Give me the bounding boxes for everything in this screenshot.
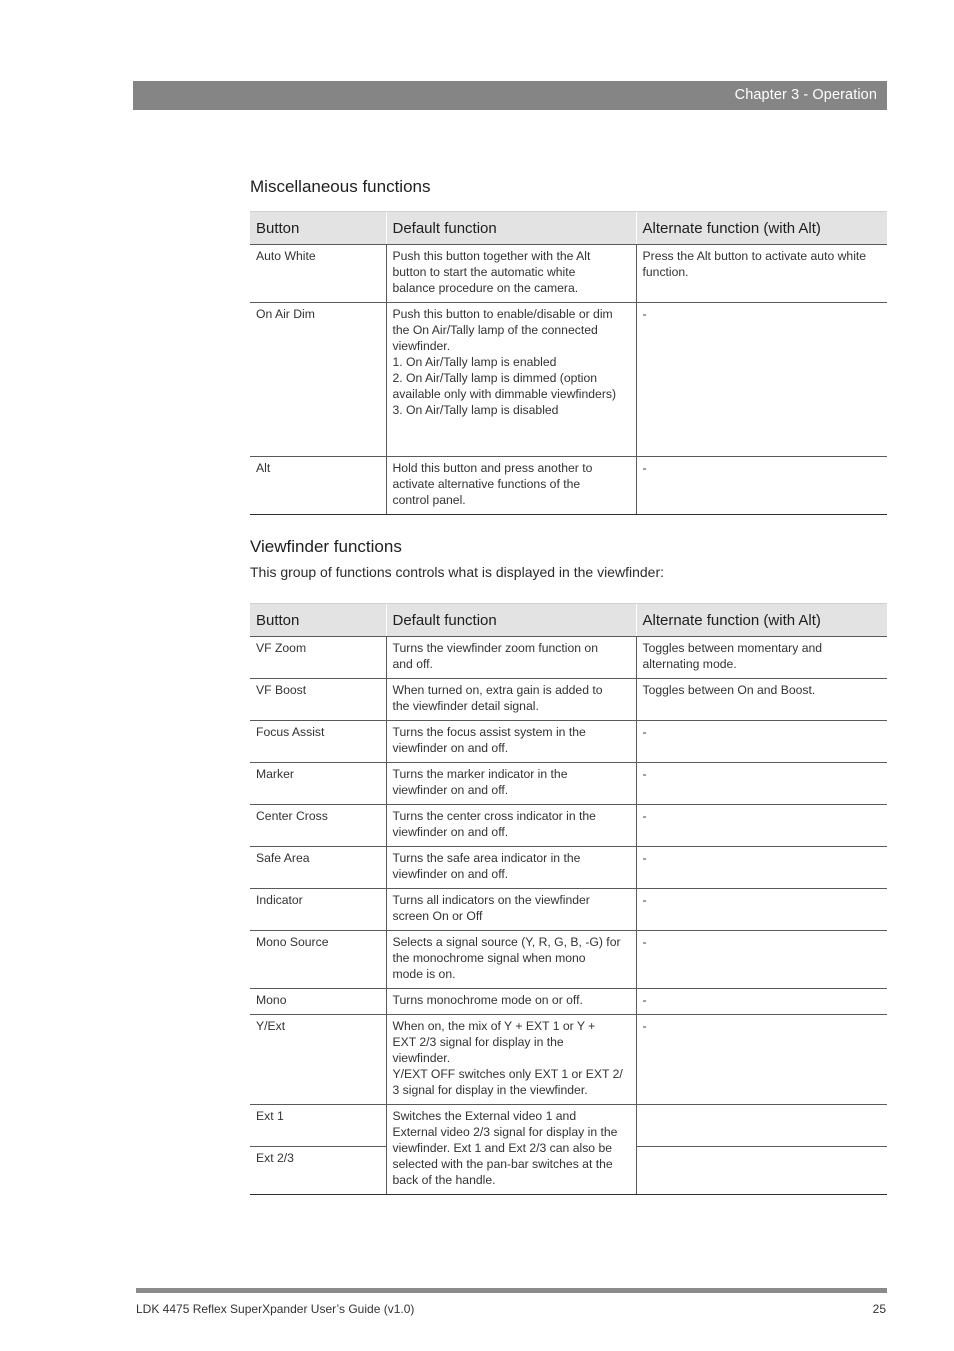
misc-functions-table <box>250 211 887 515</box>
default-function-cell <box>386 1015 636 1105</box>
cell-line: and off. <box>392 657 433 671</box>
cell-line: 2. On Air/Tally lamp is dimmed (option <box>392 371 598 385</box>
alternate-function-cell <box>636 1105 887 1147</box>
cell-line: 3 signal for display in the viewfinder. <box>392 1083 588 1097</box>
cell-line: Switches the External video 1 and <box>392 1109 577 1123</box>
cell-line: Press the Alt button to activate auto white <box>642 249 867 263</box>
cell-line: the On Air/Tally lamp of the connected <box>392 323 598 337</box>
table-row <box>250 245 887 303</box>
default-function-cell <box>386 245 636 303</box>
alternate-function-cell <box>636 303 887 457</box>
footer-document-title: LDK 4475 Reflex SuperXpander User’s Guide (v1.0) <box>136 1302 415 1316</box>
footer-bar <box>136 1288 887 1293</box>
cell-line: - <box>642 935 647 949</box>
cell-line: Hold this button and press another to <box>392 461 593 475</box>
cell-line: button to start the automatic white <box>392 265 576 279</box>
alternate-function-cell <box>636 1015 887 1105</box>
cell-line: Y/EXT OFF switches only EXT 1 or EXT 2/ <box>392 1067 623 1081</box>
default-function-cell <box>386 931 636 989</box>
cell-line: viewfinder on and off. <box>392 741 509 755</box>
cell-line: selected with the pan-bar switches at the <box>392 1157 613 1171</box>
cell-line: Turns monochrome mode on or off. <box>392 993 583 1007</box>
alternate-function-cell <box>636 805 887 847</box>
cell-line: Turns the viewfinder zoom function on <box>392 641 598 655</box>
table-row <box>250 847 887 889</box>
cell-line: - <box>642 993 647 1007</box>
cell-line: viewfinder on and off. <box>392 783 509 797</box>
column-header: Alternate function (with Alt) <box>636 212 887 245</box>
cell-line: Turns the focus assist system in the <box>392 725 586 739</box>
button-name-cell: On Air Dim <box>250 303 386 457</box>
button-name-cell: VF Boost <box>250 679 386 721</box>
cell-line: - <box>642 767 647 781</box>
alternate-function-cell <box>636 721 887 763</box>
default-function-cell <box>386 889 636 931</box>
table-row <box>250 1105 887 1147</box>
table-header-row <box>250 604 887 637</box>
cell-line: Toggles between momentary and <box>642 641 823 655</box>
cell-line: - <box>642 893 647 907</box>
viewfinder-functions-table <box>250 603 887 1195</box>
cell-line: viewfinder. <box>392 339 451 353</box>
table-row <box>250 721 887 763</box>
button-name-cell: Safe Area <box>250 847 386 889</box>
cell-line: viewfinder on and off. <box>392 867 509 881</box>
button-name-cell: Auto White <box>250 245 386 303</box>
button-name-cell: Alt <box>250 457 386 515</box>
default-function-cell <box>386 679 636 721</box>
misc-section-title: Miscellaneous functions <box>250 177 431 196</box>
button-name-cell: Center Cross <box>250 805 386 847</box>
cell-line: balance procedure on the camera. <box>392 281 579 295</box>
button-name-cell: Y/Ext <box>250 1015 386 1105</box>
alternate-function-cell <box>636 457 887 515</box>
cell-line: - <box>642 809 647 823</box>
default-function-cell <box>386 637 636 679</box>
cell-line: - <box>642 725 647 739</box>
cell-line: function. <box>642 265 689 279</box>
table-row <box>250 989 887 1015</box>
cell-line: the viewfinder detail signal. <box>392 699 539 713</box>
cell-line: activate alternative functions of the <box>392 477 581 491</box>
cell-line: EXT 2/3 signal for display in the <box>392 1035 564 1049</box>
cell-line: External video 2/3 signal for display in the <box>392 1125 618 1139</box>
cell-line: Turns the center cross indicator in the <box>392 809 596 823</box>
alternate-function-cell <box>636 679 887 721</box>
table-header-row <box>250 212 887 245</box>
cell-line: back of the handle. <box>392 1173 496 1187</box>
table-row <box>250 805 887 847</box>
alternate-function-cell <box>636 989 887 1015</box>
viewfinder-intro-text: This group of functions controls what is displayed in the viewfinder: <box>250 564 664 580</box>
default-function-cell <box>386 847 636 889</box>
button-name-cell: Marker <box>250 763 386 805</box>
default-function-cell <box>386 763 636 805</box>
button-name-cell: Mono <box>250 989 386 1015</box>
table-row <box>250 303 887 457</box>
table-row <box>250 763 887 805</box>
column-header: Button <box>250 604 386 637</box>
cell-line: Turns the safe area indicator in the <box>392 851 581 865</box>
default-function-cell <box>386 805 636 847</box>
alternate-function-cell <box>636 847 887 889</box>
cell-line: - <box>642 461 647 475</box>
cell-line: 3. On Air/Tally lamp is disabled <box>392 403 559 417</box>
button-name-cell: VF Zoom <box>250 637 386 679</box>
default-function-cell <box>386 989 636 1015</box>
cell-line: Turns the marker indicator in the <box>392 767 568 781</box>
cell-line: Toggles between On and Boost. <box>642 683 816 697</box>
alternate-function-cell <box>636 1147 887 1195</box>
table-row <box>250 1015 887 1105</box>
button-name-cell: Focus Assist <box>250 721 386 763</box>
alternate-function-cell <box>636 889 887 931</box>
column-header: Button <box>250 212 386 245</box>
cell-line: 1. On Air/Tally lamp is enabled <box>392 355 557 369</box>
chapter-header-bar <box>133 81 887 110</box>
table-row <box>250 889 887 931</box>
default-function-cell <box>386 721 636 763</box>
cell-line: Selects a signal source (Y, R, G, B, -G) for <box>392 935 621 949</box>
cell-line: alternating mode. <box>642 657 737 671</box>
button-name-cell: Mono Source <box>250 931 386 989</box>
alternate-function-cell <box>636 245 887 303</box>
column-header: Alternate function (with Alt) <box>636 604 887 637</box>
button-name-cell: Indicator <box>250 889 386 931</box>
cell-line: - <box>642 307 647 321</box>
cell-line: When turned on, extra gain is added to <box>392 683 603 697</box>
column-header: Default function <box>386 212 636 245</box>
page-number: 25 <box>872 1302 886 1316</box>
alternate-function-cell <box>636 931 887 989</box>
alternate-function-cell <box>636 637 887 679</box>
default-function-cell <box>386 1105 636 1195</box>
cell-line: - <box>642 851 647 865</box>
table-row <box>250 931 887 989</box>
cell-line: When on, the mix of Y + EXT 1 or Y + <box>392 1019 596 1033</box>
button-name-cell: Ext 1 <box>250 1105 386 1147</box>
table-row <box>250 679 887 721</box>
cell-line: Push this button to enable/disable or dim <box>392 307 613 321</box>
button-name-cell: Ext 2/3 <box>250 1147 386 1195</box>
cell-line: screen On or Off <box>392 909 483 923</box>
cell-line: - <box>642 1019 647 1033</box>
table-row <box>250 457 887 515</box>
cell-line: Push this button together with the Alt <box>392 249 591 263</box>
cell-line: Turns all indicators on the viewfinder <box>392 893 590 907</box>
table-row <box>250 637 887 679</box>
alternate-function-cell <box>636 763 887 805</box>
default-function-cell <box>386 457 636 515</box>
cell-line: control panel. <box>392 493 466 507</box>
cell-line: mode is on. <box>392 967 456 981</box>
cell-line: viewfinder. Ext 1 and Ext 2/3 can also be <box>392 1141 613 1155</box>
cell-line: viewfinder. <box>392 1051 451 1065</box>
default-function-cell <box>386 303 636 457</box>
cell-line: available only with dimmable viewfinders) <box>392 387 617 401</box>
cell-line: the monochrome signal when mono <box>392 951 586 965</box>
column-header: Default function <box>386 604 636 637</box>
chapter-title: Chapter 3 - Operation <box>734 87 877 103</box>
cell-line: viewfinder on and off. <box>392 825 509 839</box>
viewfinder-section-title: Viewfinder functions <box>250 537 402 556</box>
